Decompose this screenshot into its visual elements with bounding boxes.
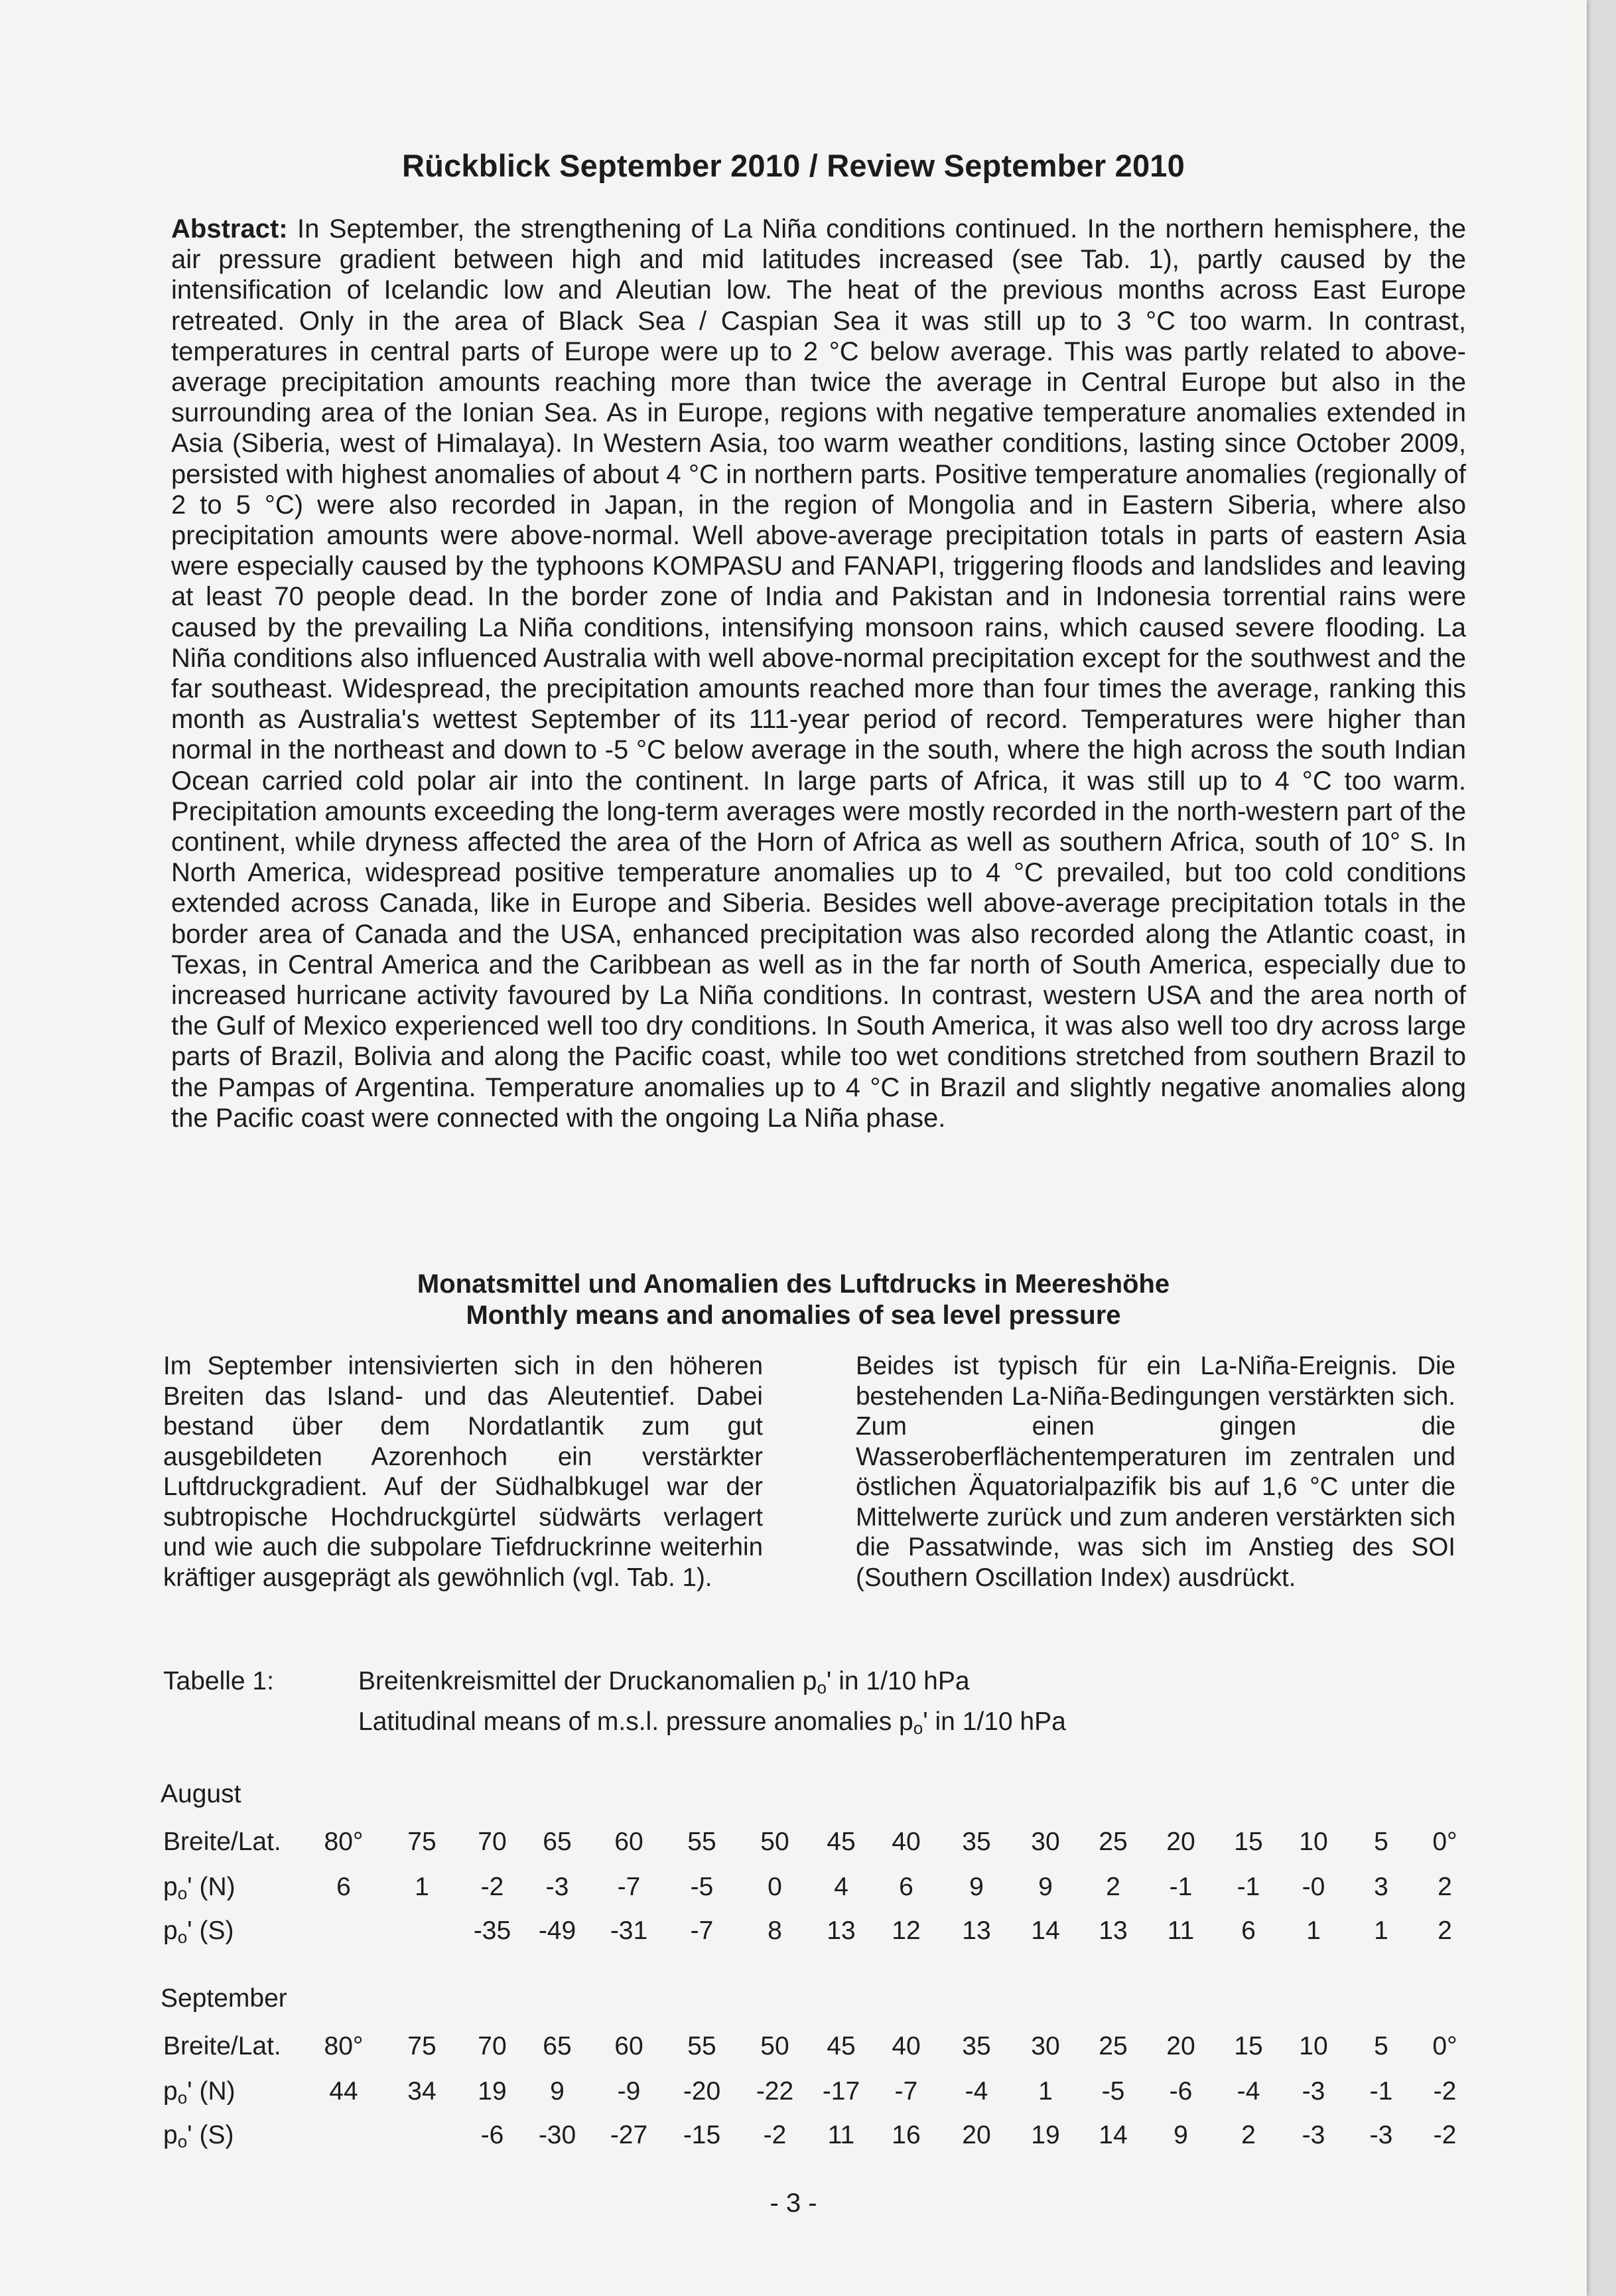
anomaly-cell: 13 (827, 1916, 856, 1945)
pressure-symbol: p (163, 1916, 178, 1945)
latitude-cell: 60 (614, 1828, 643, 1856)
anomaly-cell: 9 (969, 1873, 984, 1901)
anomaly-cell: 0 (768, 1873, 782, 1901)
anomaly-cell: -6 (480, 2121, 504, 2149)
anomaly-cell: -1 (1169, 1873, 1193, 1901)
pressure-subscript: o (177, 1927, 188, 1947)
anomaly-cell: -2 (1433, 2077, 1457, 2106)
anomaly-cell: -5 (1101, 2077, 1125, 2106)
latitude-cell: 35 (962, 1828, 991, 1856)
table-caption-de: Breitenkreismittel der Druckanomalien $p_o'$ in 1/10 hPa (358, 1667, 970, 1697)
latitude-cell: 35 (962, 2032, 991, 2060)
abstract-label: Abstract: (171, 214, 288, 244)
anomaly-cell: 1 (1374, 1916, 1388, 1945)
latitude-cell: 65 (543, 1828, 572, 1856)
anomaly-cell: -30 (538, 2121, 576, 2149)
table-row (163, 2032, 1490, 2065)
anomaly-cell: -17 (822, 2077, 860, 2106)
anomaly-cell: 44 (329, 2077, 358, 2106)
anomaly-cell: 9 (1174, 2121, 1188, 2149)
latitude-cell: 45 (827, 1828, 856, 1856)
anomaly-cell: 34 (407, 2077, 437, 2106)
section-title-en: Monthly means and anomalies of sea level pressure (466, 1301, 1121, 1330)
pressure-subscript: o (177, 2131, 188, 2151)
latitude-cell: 0° (1432, 1828, 1457, 1856)
row-label-latitude: Breite/Lat. (163, 1828, 281, 1856)
anomaly-cell: 8 (768, 1916, 782, 1945)
anomaly-cell: 12 (892, 1916, 921, 1945)
table-caption-en: Latitudinal means of m.s.l. pressure anomalies $p_o'$ in 1/10 hPa (358, 1707, 1066, 1738)
latitude-cell: 25 (1099, 2032, 1128, 2060)
anomaly-cell: 14 (1031, 1916, 1060, 1945)
anomaly-cell: -15 (683, 2121, 721, 2149)
anomaly-cell: -27 (610, 2121, 648, 2149)
pressure-subscript: o (177, 1883, 188, 1903)
pressure-symbol: p (163, 1873, 178, 1901)
latitude-cell: 30 (1031, 1828, 1060, 1856)
anomaly-cell: 4 (834, 1873, 848, 1901)
anomaly-cell: -2 (763, 2121, 787, 2149)
latitude-cell: 80° (324, 1828, 364, 1856)
text-column-right: Beides ist typisch für ein La-Niña-Ereignis. Die bestehenden La-Niña-Bedingungen verstärkten sich. Zum einen gingen die Wasseroberflächentemperaturen im zentralen und östlichen Äquatorialpazifik bis auf 1,6 °C unter die Mittelwerte zurück und zum anderen verstärkten sich die Passatwinde, was sich im Anstieg des SOI (Southern Oscillation Index) ausdrückt. (856, 1352, 1455, 1592)
latitude-cell: 75 (407, 1828, 437, 1856)
anomaly-cell: 6 (899, 1873, 913, 1901)
anomaly-cell: -2 (1433, 2121, 1457, 2149)
anomaly-cell: -6 (1169, 2077, 1193, 2106)
anomaly-cell: -2 (480, 1873, 504, 1901)
anomaly-cell: -4 (965, 2077, 988, 2106)
anomaly-cell: 2 (1438, 1873, 1452, 1901)
table-row (163, 1916, 1490, 1950)
anomaly-cell: 3 (1374, 1873, 1388, 1901)
anomaly-cell: 1 (1306, 1916, 1321, 1945)
anomaly-cell: -1 (1369, 2077, 1393, 2106)
text-column-left: Im September intensivierten sich in den höheren Breiten das Island- und das Aleutentief. Dabei bestand über dem Nordatlantik zum gut ausgebildeten Azorenhoch ein verstärkter Luftdruckgradient. Auf der Südhalbkugel war der subtropische Hochdruckgürtel südwärts verlagert und wie auch die subpolare Tiefdruckrinne weiterhin kräftiger ausgeprägt als gewöhnlich (vgl. Tab. 1). (163, 1352, 763, 1592)
table-month-label: August (161, 1780, 241, 1808)
row-hemisphere: ' (N) (187, 1873, 236, 1901)
latitude-cell: 55 (687, 2032, 716, 2060)
pressure-symbol: p (163, 2121, 178, 2149)
anomaly-cell: 16 (892, 2121, 921, 2149)
table-month-label: September (161, 1984, 287, 2013)
anomaly-cell: 13 (1099, 1916, 1128, 1945)
table-row (163, 1873, 1490, 1906)
anomaly-cell: 2 (1106, 1873, 1120, 1901)
anomaly-cell: 13 (962, 1916, 991, 1945)
anomaly-cell: -49 (538, 1916, 576, 1945)
anomaly-cell: -9 (617, 2077, 641, 2106)
anomaly-cell: 1 (415, 1873, 429, 1901)
pressure-symbol: p (163, 2077, 178, 2106)
anomaly-cell: 6 (336, 1873, 351, 1901)
latitude-cell: 5 (1374, 2032, 1388, 2060)
abstract-paragraph (171, 214, 1466, 1133)
table-row (163, 2121, 1490, 2154)
table-row (163, 1828, 1490, 1861)
anomaly-cell: 9 (1038, 1873, 1053, 1901)
anomaly-cell: -20 (683, 2077, 721, 2106)
table-caption-label: Tabelle 1: (163, 1667, 274, 1695)
row-label-north (163, 2077, 236, 2108)
latitude-cell: 20 (1166, 2032, 1195, 2060)
anomaly-cell: -3 (1302, 2121, 1325, 2149)
anomaly-cell: -0 (1302, 1873, 1325, 1901)
anomaly-cell: 20 (962, 2121, 991, 2149)
anomaly-cell: 11 (1167, 1916, 1195, 1945)
anomaly-cell: -35 (473, 1916, 511, 1945)
anomaly-cell: 14 (1099, 2121, 1128, 2149)
row-label-latitude: Breite/Lat. (163, 2032, 281, 2060)
latitude-cell: 40 (892, 1828, 921, 1856)
row-hemisphere: ' (N) (187, 2077, 236, 2106)
row-label-south (163, 1916, 234, 1948)
latitude-cell: 65 (543, 2032, 572, 2060)
anomaly-cell: 1 (1038, 2077, 1053, 2106)
latitude-cell: 80° (324, 2032, 364, 2060)
anomaly-cell: -1 (1237, 1873, 1260, 1901)
latitude-cell: 75 (407, 2032, 437, 2060)
row-hemisphere: ' (S) (187, 2121, 234, 2149)
latitude-cell: 55 (687, 1828, 716, 1856)
anomaly-cell: -4 (1237, 2077, 1260, 2106)
anomaly-cell: 2 (1241, 2121, 1256, 2149)
anomaly-cell: -22 (756, 2077, 794, 2106)
section-title (0, 1269, 1587, 1331)
latitude-cell: 50 (760, 1828, 789, 1856)
anomaly-cell: 9 (550, 2077, 565, 2106)
latitude-cell: 40 (892, 2032, 921, 2060)
row-hemisphere: ' (S) (187, 1916, 234, 1945)
latitude-cell: 15 (1234, 2032, 1263, 2060)
anomaly-cell: 6 (1241, 1916, 1256, 1945)
anomaly-cell: -7 (617, 1873, 641, 1901)
anomaly-cell: -3 (1302, 2077, 1325, 2106)
anomaly-cell: -7 (690, 1916, 714, 1945)
anomaly-cell: -3 (545, 1873, 569, 1901)
latitude-cell: 20 (1166, 1828, 1195, 1856)
row-label-south (163, 2121, 234, 2152)
latitude-cell: 45 (827, 2032, 856, 2060)
latitude-cell: 15 (1234, 1828, 1263, 1856)
latitude-cell: 10 (1299, 2032, 1328, 2060)
page-title: Rückblick September 2010 / Review September 2010 (402, 148, 1185, 183)
abstract-text: In September, the strengthening of La Niña conditions continued. In the northern hemisphere, the air pressure gradient between high and mid latitudes increased (see Tab. 1), partly caused by the intensification of Icelandic low and Aleutian low. The heat of the previous months across East Europe retreated. Only in the area of Black Sea / Caspian Sea it was still up to 3 °C too warm. In contrast, temperatures in central parts of Europe were up to 2 °C below average. This was partly related to above-average precipitation amounts reaching more than twice the average in Central Europe but also in the surrounding area of the Ionian Sea. As in Europe, regions with negative temperature anomalies extended in Asia (Siberia, west of Himalaya). In Western Asia, too warm weather conditions, lasting since October 2009, persisted with highest anomalies of about 4 °C in northern parts. Positive temperature anomalies (regionally of 2 to 5 °C) were also recorded in Japan, in the region of Mongolia and in Eastern Siberia, where also precipitation amounts were above-normal. Well above-average precipitation totals in parts of eastern Asia were especially caused by the typhoons KOMPASU and FANAPI, triggering floods and landslides and leaving at least 70 people dead. In the border zone of India and Pakistan and in Indonesia torrential rains were caused by the prevailing La Niña conditions, intensifying monsoon rains, which caused severe flooding. La Niña conditions also influenced Australia with well above-normal precipitation except for the southwest and the far southeast. Widespread, the precipitation amounts reached more than four times the average, ranking this month as Australia's wettest September of its 111-year period of record. Temperatures were higher than normal in the northeast and down to -5 °C below average in the south, where the high across the south Indian Ocean carried cold polar air into the continent. In large parts of Africa, it was still up to 4 °C too warm. Precipitation amounts exceeding the long-term averages were mostly recorded in the north-western part of the continent, while dryness affected the area of the Horn of Africa as well as southern Africa, south of 10° S. In North America, widespread positive temperature anomalies up to 4 °C prevailed, but too cold conditions extended across Canada, like in Europe and Siberia. Besides well above-average precipitation totals in the border area of Canada and the USA, enhanced precipitation was also recorded along the Atlantic coast, in Texas, in Central America and the Caribbean as well as in the far north of South America, especially due to increased hurricane activity favoured by La Niña conditions. In contrast, western USA and the area north of the Gulf of Mexico experienced well too dry conditions. In South America, it was also well too dry across large parts of Brazil, Bolivia and along the Pacific coast, while too wet conditions stretched from southern Brazil to the Pampas of Argentina. Temperature anomalies up to 4 °C in Brazil and slightly negative anomalies along the Pacific coast were connected with the ongoing La Niña phase. (171, 214, 1466, 1133)
page-number: - 3 - (770, 2188, 817, 2218)
latitude-cell: 50 (760, 2032, 789, 2060)
table-row (163, 2077, 1490, 2110)
latitude-cell: 0° (1432, 2032, 1457, 2060)
table-caption (358, 1664, 1066, 1745)
latitude-cell: 30 (1031, 2032, 1060, 2060)
latitude-cell: 70 (478, 2032, 507, 2060)
latitude-cell: 70 (478, 1828, 507, 1856)
latitude-cell: 60 (614, 2032, 643, 2060)
latitude-cell: 25 (1099, 1828, 1128, 1856)
anomaly-cell: 2 (1438, 1916, 1452, 1945)
row-label-north (163, 1873, 236, 1904)
latitude-cell: 10 (1299, 1828, 1328, 1856)
anomaly-cell: -3 (1369, 2121, 1393, 2149)
anomaly-cell: 19 (1031, 2121, 1060, 2149)
anomaly-cell: 11 (827, 2121, 855, 2149)
anomaly-cell: 19 (478, 2077, 507, 2106)
latitude-cell: 5 (1374, 1828, 1388, 1856)
anomaly-cell: -31 (610, 1916, 648, 1945)
pressure-subscript: o (177, 2088, 188, 2108)
section-title-de: Monatsmittel und Anomalien des Luftdrucks in Meereshöhe (417, 1269, 1170, 1299)
anomaly-cell: -7 (894, 2077, 918, 2106)
anomaly-cell: -5 (690, 1873, 714, 1901)
